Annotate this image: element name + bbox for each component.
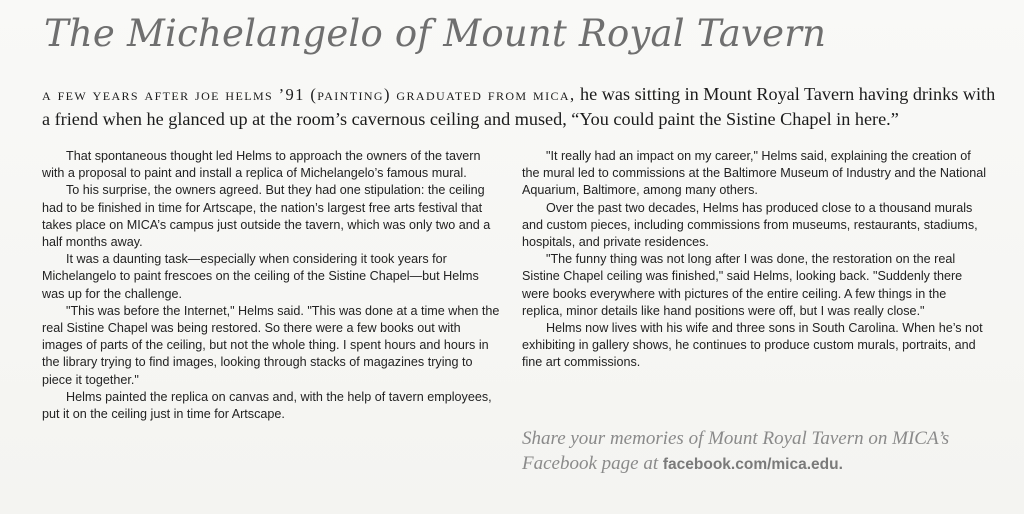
article-intro <box>42 82 997 131</box>
body-paragraph: "This was before the Internet," Helms said. "This was done at a time when the real Sistine Chapel was being restored. So there were a few books out with images of parts of the ceiling, but not the whole thing. I spent hours and hours in the library trying to find images, looking through stacks of magazines trying to piece it together." <box>42 303 500 387</box>
body-paragraph: It was a daunting task—especially when considering it took years for Michelangelo to paint frescoes on the ceiling of the Sistine Chapel—but Helms was up for the challenge. <box>42 252 479 301</box>
left-column <box>42 148 504 423</box>
facebook-link[interactable]: facebook.com/mica.edu. <box>662 456 843 473</box>
body-paragraph: That spontaneous thought led Helms to approach the owners of the tavern with a proposal to paint and install a replica of Michelangelo’s famous mural. <box>42 149 481 181</box>
body-paragraph: Helms now lives with his wife and three sons in South Carolina. When he’s not exhibiting in gallery shows, he continues to produce custom murals, portraits, and fine art commissions. <box>522 321 983 370</box>
body-paragraph: To his surprise, the owners agreed. But they had one stipulation: the ceiling had to be finished in time for Artscape, the nation’s largest free arts festival that takes place on MICA’s campus just outside the tavern, which was only two and a half months away. <box>42 183 491 250</box>
article-title: The Michelangelo of Mount Royal Tavern <box>44 12 827 55</box>
share-text: Share your memories of Mount Royal Tavern on MICA’s Facebook page at <box>522 428 950 474</box>
body-paragraph: "It really had an impact on my career," Helms said, explaining the creation of the mural led to commissions at the Baltimore Museum of Industry and the National Aquarium, Baltimore, among many others. <box>522 149 987 198</box>
intro-text: he was sitting in Mount Royal Tavern having drinks with a friend when he glanced up at the room’s cavernous ceiling and mused, “You could paint the Sistine Chapel in here.” <box>42 84 996 129</box>
body-paragraph: Helms painted the replica on canvas and, with the help of tavern employees, put it on the ceiling just in time for Artscape. <box>42 389 492 422</box>
share-callout <box>522 426 992 477</box>
body-paragraph: Over the past two decades, Helms has produced close to a thousand murals and custom pieces, including commissions from museums, restaurants, stadiums, hospitals, and private residences. <box>522 200 978 250</box>
right-column <box>522 148 987 372</box>
intro-lead-caps: a few years after joe helms ’91 (painting) graduated from mica, <box>42 85 576 104</box>
body-paragraph: "The funny thing was not long after I was done, the restoration on the real Sistine Chapel ceiling was finished," said Helms, looking back. "Suddenly there were books everywhere with pictures of the entire ceiling. A few things in the replica, minor details like hand positions were off, but I was really close." <box>522 252 963 318</box>
